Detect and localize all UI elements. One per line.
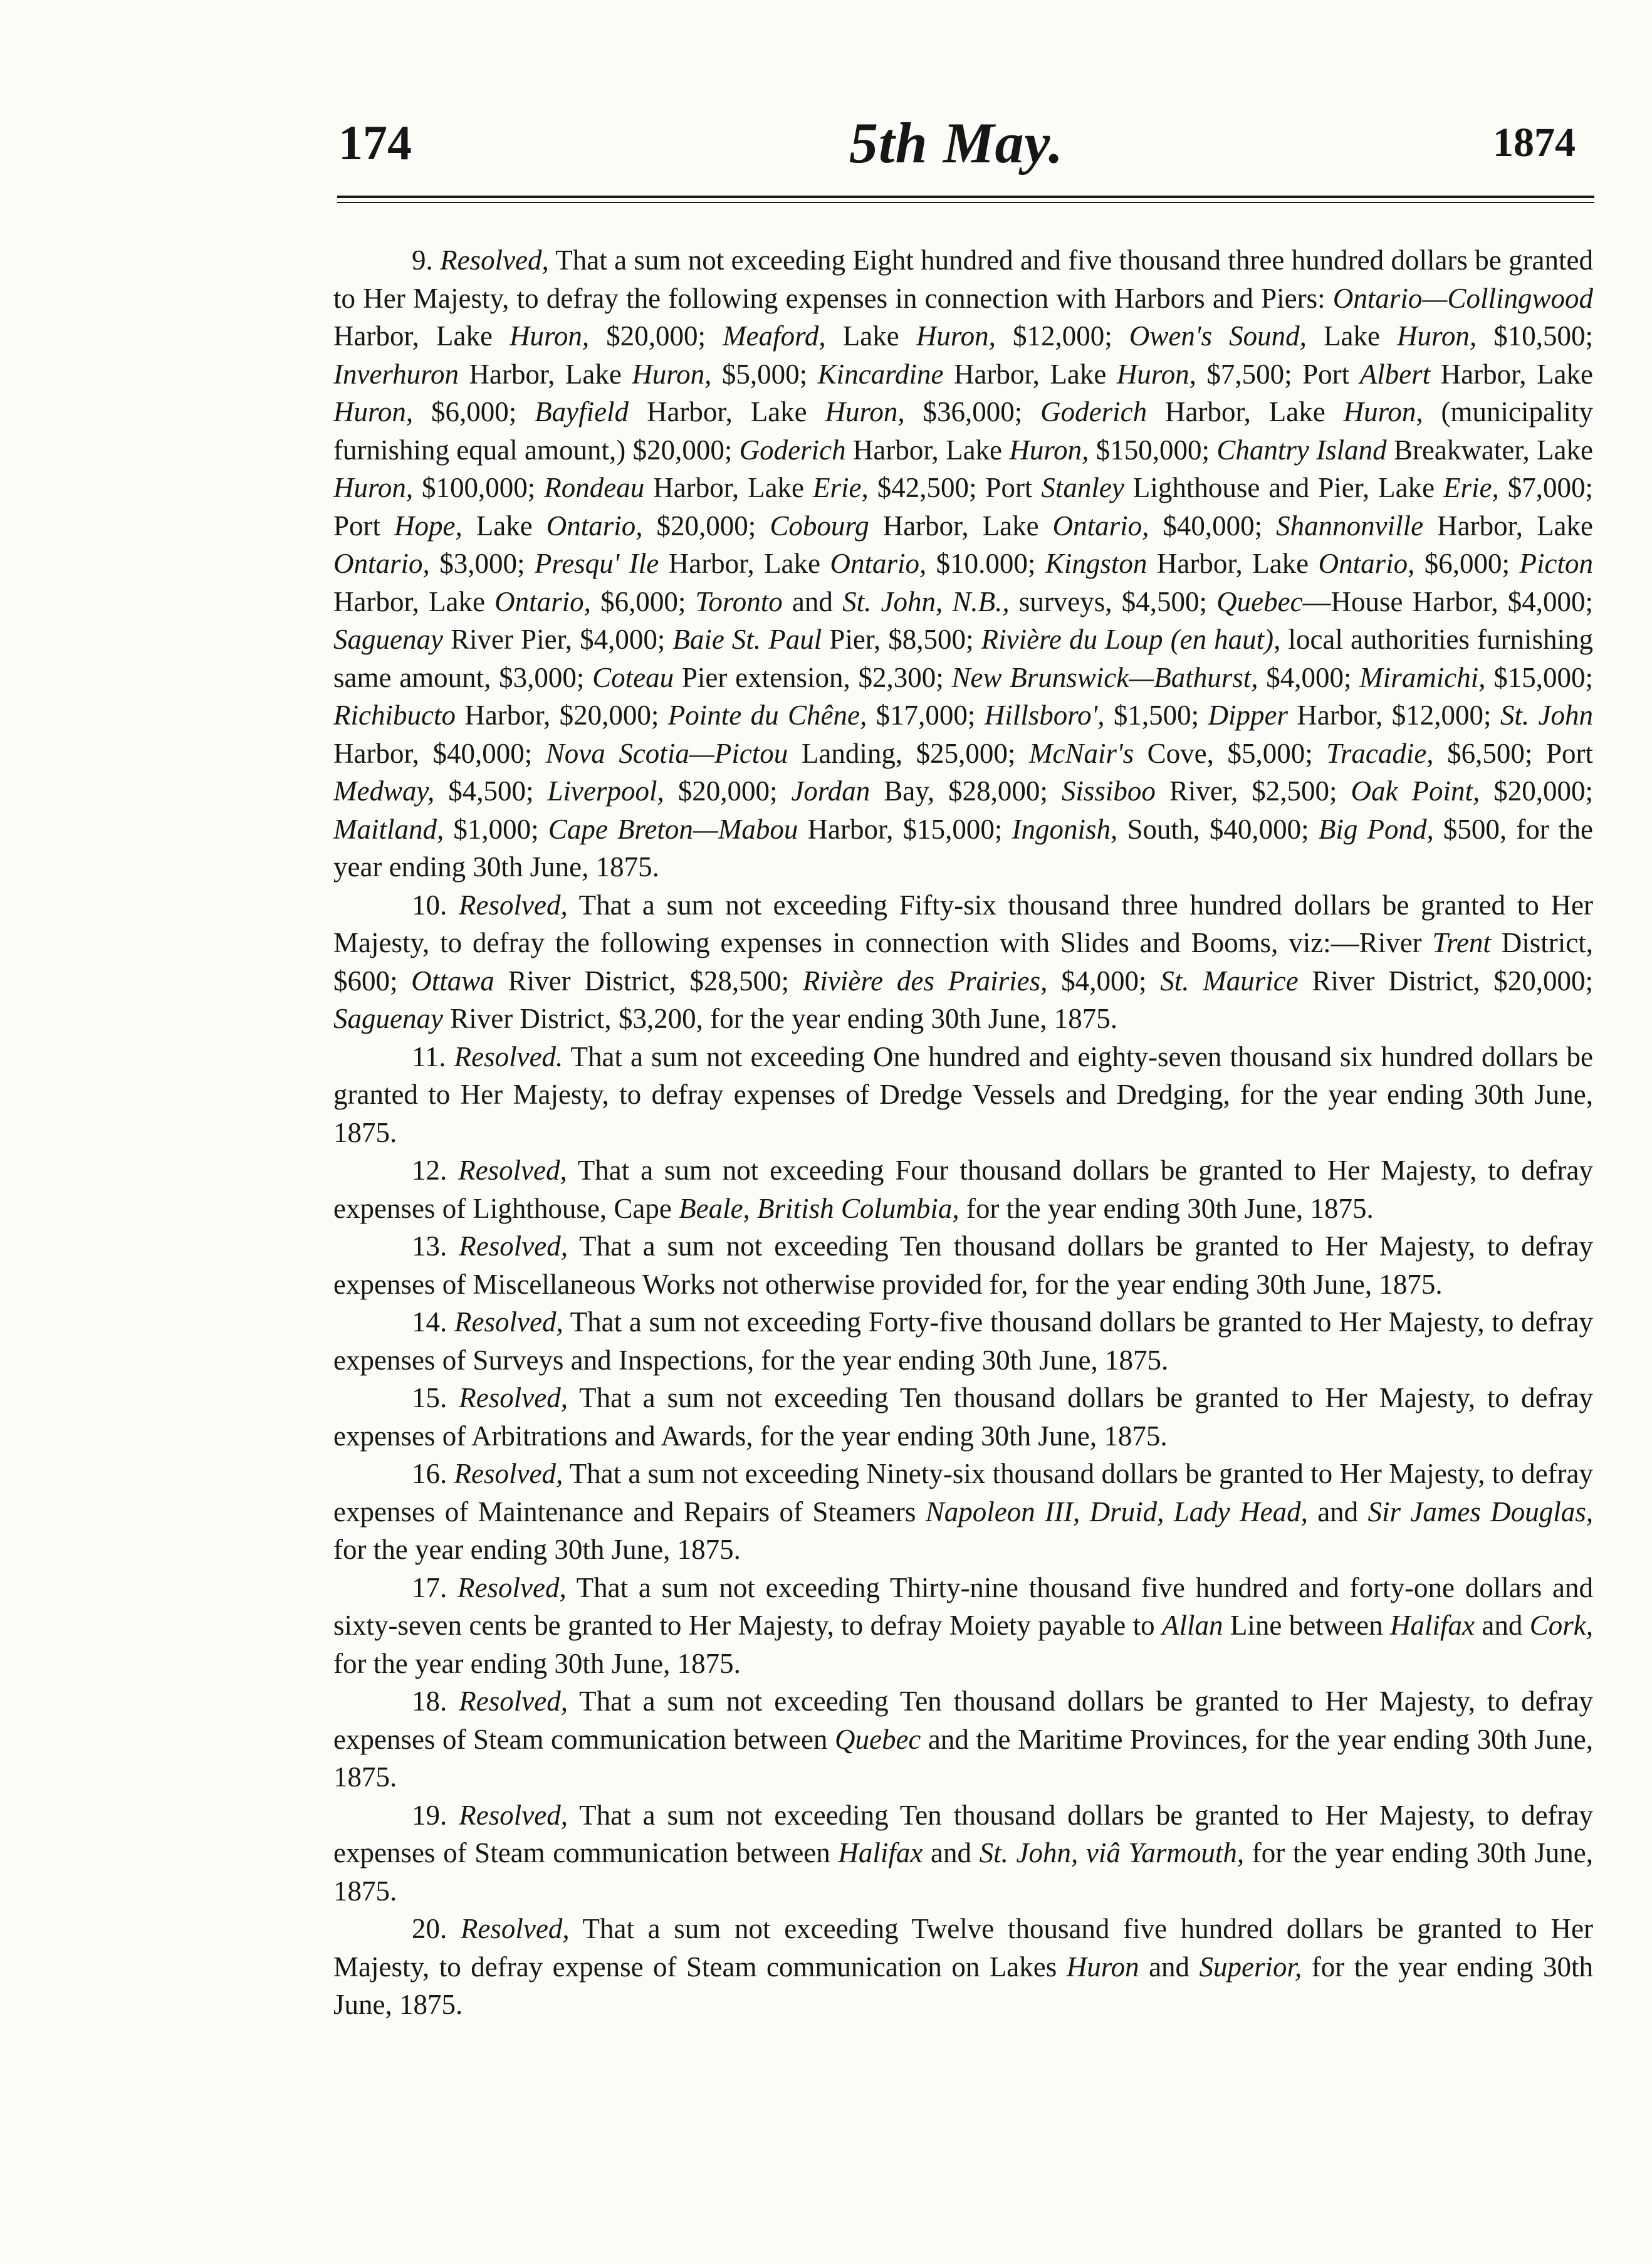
- italic-place-name: Halifax: [838, 1837, 923, 1868]
- resolution-text: Landing, $25,000;: [788, 737, 1029, 769]
- resolution-text: Harbor, Lake: [845, 434, 1010, 466]
- resolution-text: Harbor, Lake: [333, 320, 510, 352]
- resolution-text: $42,500; Port: [868, 472, 1042, 503]
- italic-place-name: Shannonville: [1276, 510, 1424, 542]
- resolution-number: 9.: [412, 244, 433, 276]
- italic-place-name: Sir James Douglas,: [1367, 1496, 1593, 1528]
- resolved-label: Resolved,: [454, 1458, 563, 1489]
- italic-place-name: Medway,: [333, 775, 435, 807]
- resolution-paragraph: [333, 1038, 1593, 1152]
- resolved-label: Resolved,: [459, 1799, 568, 1831]
- italic-place-name: Goderich: [1040, 396, 1148, 427]
- resolution-number: 15.: [412, 1382, 447, 1413]
- resolution-paragraph: [333, 886, 1593, 1038]
- italic-place-name: Rondeau: [544, 472, 645, 503]
- resolution-text: $4,000;: [1258, 661, 1360, 693]
- page-title: 5th May.: [849, 111, 1064, 175]
- resolution-number: 12.: [412, 1155, 447, 1186]
- resolution-text: surveys, $4,500;: [1009, 585, 1217, 617]
- resolution-text: That a sum not exceeding Ten thousand dollars be granted to Her Majesty, to defray expenses of Steam communication between: [333, 1799, 1594, 1868]
- resolution-text: Bay, $28,000;: [870, 775, 1062, 807]
- resolved-label: Resolved,: [460, 1913, 570, 1944]
- italic-place-name: Saguenay: [333, 624, 443, 655]
- italic-place-name: Erie,: [813, 472, 869, 503]
- italic-place-name: Albert: [1359, 358, 1431, 390]
- italic-place-name: St. John, N.B.,: [842, 585, 1010, 617]
- italic-place-name: Oak Point,: [1351, 775, 1480, 807]
- italic-place-name: Cape Breton—Mabou: [548, 813, 798, 845]
- resolution-text: $20,000;: [1480, 775, 1593, 807]
- resolution-paragraph: [333, 241, 1593, 886]
- resolution-text: River Pier, $4,000;: [442, 624, 673, 655]
- italic-place-name: New Brunswick—Bathurst,: [951, 661, 1258, 693]
- resolution-text: Harbor, Lake: [943, 358, 1117, 390]
- italic-place-name: Maitland,: [333, 813, 444, 845]
- italic-place-name: Dipper: [1208, 700, 1289, 731]
- resolution-number: 18.: [412, 1685, 447, 1717]
- italic-place-name: Ottawa: [411, 965, 494, 997]
- resolution-text: $5,000;: [711, 358, 818, 390]
- resolutions-body: [333, 241, 1593, 2024]
- resolution-text: local authorities furnishing same amount, $3,000;: [333, 624, 1593, 693]
- resolution-number: 11.: [412, 1040, 446, 1072]
- italic-place-name: St. John, viâ Yarmouth,: [979, 1837, 1245, 1868]
- resolution-paragraph: [333, 1796, 1593, 1910]
- italic-place-name: Ontario,: [333, 548, 430, 579]
- italic-place-name: Saguenay: [333, 1003, 443, 1034]
- resolution-paragraph: [333, 1910, 1593, 2024]
- resolution-number: 20.: [412, 1913, 447, 1944]
- resolution-text: Cove, $5,000;: [1134, 737, 1327, 769]
- italic-place-name: Richibucto: [333, 700, 456, 731]
- resolution-text: $20,000;: [664, 775, 792, 807]
- resolution-text: Lake: [1306, 320, 1398, 352]
- resolution-text: for the year ending 30th June, 1875.: [333, 1951, 1593, 2020]
- resolution-text: Harbor, Lake: [333, 585, 495, 617]
- resolution-text: $6,000;: [413, 396, 535, 427]
- resolution-paragraph: [333, 1455, 1593, 1569]
- italic-place-name: Huron: [1066, 1951, 1139, 1983]
- italic-place-name: Rivière des Prairies,: [802, 965, 1048, 997]
- italic-place-name: Huron,: [333, 472, 414, 503]
- resolution-text: and: [1307, 1496, 1368, 1528]
- resolution-text: That a sum not exceeding Forty-five thousand dollars be granted to Her Majesty, to defray expenses of Surveys and Inspections, for the year ending 30th June, 1875.: [333, 1306, 1594, 1376]
- resolution-text: $1,500;: [1104, 700, 1208, 731]
- resolution-text: River District, $3,200, for the year ending 30th June, 1875.: [442, 1003, 1117, 1034]
- resolution-paragraph: [333, 1303, 1593, 1379]
- italic-place-name: Goderich: [739, 434, 846, 466]
- resolution-text: $6,000;: [590, 585, 696, 617]
- resolution-text: District, $600;: [333, 927, 1593, 997]
- italic-place-name: Erie,: [1443, 472, 1499, 503]
- italic-place-name: Owen's Sound,: [1129, 320, 1307, 352]
- resolved-label: Resolved,: [459, 889, 568, 921]
- resolved-label: Resolved,: [459, 1685, 568, 1717]
- resolution-text: Harbor, Lake: [644, 472, 813, 503]
- italic-place-name: Ontario,: [494, 585, 591, 617]
- italic-place-name: St. Maurice: [1160, 965, 1299, 997]
- italic-place-name: Coteau: [592, 661, 674, 693]
- italic-place-name: Cobourg: [770, 510, 869, 542]
- italic-place-name: Nova Scotia—Pictou: [545, 737, 788, 769]
- resolution-text: Pier extension, $2,300;: [674, 661, 952, 693]
- italic-place-name: Pointe du Chêne,: [667, 700, 867, 731]
- resolution-text: Harbor, $15,000;: [798, 813, 1012, 845]
- resolution-number: 16.: [412, 1458, 447, 1489]
- resolved-label: Resolved,: [457, 1571, 567, 1603]
- italic-place-name: Cork,: [1529, 1610, 1593, 1641]
- page-year: 1874: [1493, 120, 1576, 165]
- resolution-text: Harbor, Lake: [659, 548, 830, 579]
- italic-place-name: Ontario,: [1052, 510, 1149, 542]
- italic-place-name: Jordan: [791, 775, 870, 807]
- resolution-text: $4,500;: [434, 775, 548, 807]
- resolution-text: Pier, $8,500;: [822, 624, 981, 655]
- italic-place-name: Beale, British Columbia,: [679, 1192, 959, 1224]
- resolution-text: River, $2,500;: [1155, 775, 1351, 807]
- italic-place-name: Ontario,: [1318, 548, 1415, 579]
- resolution-text: for the year ending 30th June, 1875.: [959, 1192, 1374, 1224]
- header-rule: [337, 196, 1594, 198]
- resolution-text: and: [1139, 1951, 1200, 1983]
- italic-place-name: Quebec: [1216, 585, 1303, 617]
- italic-place-name: Rivière du Loup (en haut),: [981, 624, 1281, 655]
- italic-place-name: Tracadie,: [1326, 737, 1434, 769]
- resolution-text: $6,000;: [1414, 548, 1520, 579]
- italic-place-name: Big Pond,: [1318, 813, 1434, 845]
- italic-place-name: Hillsboro',: [984, 700, 1105, 731]
- resolution-number: 17.: [412, 1571, 447, 1603]
- resolution-text: That a sum not exceeding Fifty-six thousand three hundred dollars be granted to Her Majesty, to defray the following expenses in connection with Slides and Booms, viz:—River: [333, 889, 1594, 958]
- italic-place-name: Huron,: [632, 358, 712, 390]
- resolution-text: That a sum not exceeding Twelve thousand five hundred dollars be granted to Her Majesty, to defray expense of Steam communication on Lakes: [333, 1913, 1593, 1983]
- resolution-text: River District, $28,500;: [494, 965, 803, 997]
- resolution-text: and: [782, 585, 843, 617]
- resolution-text: $40,000;: [1149, 510, 1277, 542]
- resolution-text: That a sum not exceeding Thirty-nine thousand five hundred and forty-one dollars and sixty-seven cents be granted to Her Majesty, to defray Moiety payable to: [333, 1571, 1593, 1641]
- resolution-text: Harbor, $12,000;: [1288, 700, 1500, 731]
- resolution-text: $7,000; Port: [333, 472, 1593, 542]
- italic-place-name: Allan: [1161, 1610, 1223, 1641]
- resolution-text: Harbor, Lake: [869, 510, 1053, 542]
- resolution-text: and: [923, 1837, 980, 1868]
- italic-place-name: Ontario—Collingwood: [1332, 282, 1593, 314]
- resolution-text: That a sum not exceeding Ninety-six thousand dollars be granted to Her Majesty, to defray expenses of Maintenance and Repairs of Steamers: [333, 1458, 1593, 1528]
- resolution-text: for the year ending 30th June, 1875.: [333, 1534, 741, 1565]
- resolution-text: Harbor, Lake: [1423, 510, 1593, 542]
- resolution-number: 14.: [412, 1306, 447, 1338]
- resolution-text: That a sum not exceeding Ten thousand dollars be granted to Her Majesty, to defray expenses of Miscellaneous Works not otherwise provided for, for the year ending 30th June, 1875.: [333, 1230, 1594, 1300]
- header-rule-thin: [337, 202, 1594, 203]
- italic-place-name: Presqu' Ile: [534, 548, 659, 579]
- resolution-text: That a sum not exceeding Ten thousand dollars be granted to Her Majesty, to defray expenses of Arbitrations and Awards, for the year ending 30th June, 1875.: [333, 1382, 1594, 1452]
- resolution-text: Harbor, Lake: [629, 396, 825, 427]
- resolution-text: and: [1475, 1610, 1530, 1641]
- resolved-label: Resolved,: [459, 1230, 568, 1262]
- italic-place-name: Stanley: [1041, 472, 1124, 503]
- resolution-text: $36,000;: [904, 396, 1041, 427]
- resolution-paragraph: [333, 1682, 1593, 1796]
- resolved-label: Resolved,: [458, 1155, 567, 1186]
- resolution-text: Harbor, Lake: [458, 358, 632, 390]
- italic-place-name: Huron,: [825, 396, 905, 427]
- resolution-paragraph: [333, 1227, 1593, 1303]
- italic-place-name: Napoleon III, Druid, Lady Head,: [925, 1496, 1308, 1528]
- italic-place-name: Huron,: [1397, 320, 1477, 352]
- resolution-paragraph: [333, 1151, 1593, 1227]
- italic-place-name: Toronto: [695, 585, 783, 617]
- resolution-text: $150,000;: [1089, 434, 1217, 466]
- italic-place-name: Huron,: [510, 320, 590, 352]
- italic-place-name: Ontario,: [830, 548, 927, 579]
- italic-place-name: Trent: [1432, 927, 1491, 958]
- resolution-text: $10.000;: [926, 548, 1045, 579]
- resolution-text: Lighthouse and Pier, Lake: [1124, 472, 1444, 503]
- resolved-label: Resolved,: [454, 1306, 563, 1338]
- italic-place-name: Huron,: [1343, 396, 1423, 427]
- italic-place-name: Kincardine: [817, 358, 944, 390]
- resolution-text: That a sum not exceeding Four thousand dollars be granted to Her Majesty, to defray expenses of Lighthouse, Cape: [333, 1155, 1593, 1224]
- resolution-text: $17,000;: [867, 700, 985, 731]
- resolution-paragraph: [333, 1379, 1593, 1455]
- resolution-text: Breakwater, Lake: [1386, 434, 1593, 466]
- resolution-text: $12,000;: [995, 320, 1129, 352]
- italic-place-name: Chantry Island: [1216, 434, 1387, 466]
- resolution-text: Line between: [1223, 1610, 1391, 1641]
- resolution-text: That a sum not exceeding Ten thousand dollars be granted to Her Majesty, to defray expenses of Steam communication between: [333, 1685, 1594, 1755]
- italic-place-name: Kingston: [1045, 548, 1148, 579]
- resolution-number: 19.: [412, 1799, 447, 1831]
- italic-place-name: Miramichi,: [1359, 661, 1486, 693]
- resolved-label: Resolved.: [454, 1040, 563, 1072]
- resolution-text: $10,500;: [1477, 320, 1593, 352]
- resolution-text: for the year ending 30th June, 1875.: [333, 1647, 741, 1679]
- resolution-number: 13.: [412, 1230, 447, 1262]
- resolution-text: That a sum not exceeding Eight hundred and five thousand three hundred dollars be granted to Her Majesty, to defray the following expenses in connection with Harbors and Piers:: [333, 244, 1594, 314]
- resolution-text: Harbor, Lake: [1147, 548, 1319, 579]
- resolved-label: Resolved,: [459, 1382, 568, 1413]
- resolution-text: Harbor, Lake: [1147, 396, 1344, 427]
- resolution-text: $1,000;: [444, 813, 548, 845]
- resolution-text: $20,000;: [642, 510, 770, 542]
- italic-place-name: Picton: [1519, 548, 1593, 579]
- resolution-text: $100,000;: [413, 472, 545, 503]
- italic-place-name: Meaford,: [723, 320, 826, 352]
- resolved-label: Resolved,: [440, 244, 549, 276]
- italic-place-name: Ontario,: [546, 510, 643, 542]
- resolution-text: for the year ending 30th June, 1875.: [333, 1837, 1593, 1907]
- resolution-text: $6,500; Port: [1433, 737, 1593, 769]
- page-number: 174: [338, 115, 412, 170]
- resolution-number: 10.: [412, 889, 447, 921]
- resolution-text: and the Maritime Provinces, for the year ending 30th June, 1875.: [333, 1723, 1594, 1793]
- resolution-text: That a sum not exceeding One hundred and eighty-seven thousand six hundred dollars be granted to Her Majesty, to defray expenses of Dredge Vessels and Dredging, for the year ending 30th June, 1875.: [333, 1040, 1593, 1148]
- resolution-text: Harbor, $20,000;: [455, 700, 668, 731]
- italic-place-name: Bayfield: [535, 396, 629, 427]
- resolution-text: $3,000;: [429, 548, 535, 579]
- italic-place-name: Halifax: [1390, 1610, 1475, 1641]
- italic-place-name: Huron,: [1009, 434, 1089, 466]
- resolution-text: Harbor, $40,000;: [333, 737, 546, 769]
- resolution-text: —House Harbor, $4,000;: [1302, 585, 1593, 617]
- italic-place-name: Inverhuron: [333, 358, 459, 390]
- resolution-paragraph: [333, 1569, 1593, 1683]
- italic-place-name: Huron,: [1116, 358, 1196, 390]
- resolution-text: $4,000;: [1047, 965, 1161, 997]
- resolution-text: $7,500; Port: [1196, 358, 1360, 390]
- resolution-text: $15,000;: [1485, 661, 1593, 693]
- italic-place-name: Hope,: [394, 510, 463, 542]
- resolution-text: Harbor, Lake: [1430, 358, 1593, 390]
- italic-place-name: Huron,: [916, 320, 996, 352]
- resolution-text: Lake: [462, 510, 546, 542]
- italic-place-name: McNair's: [1028, 737, 1134, 769]
- italic-place-name: Huron,: [333, 396, 414, 427]
- italic-place-name: Sissiboo: [1061, 775, 1156, 807]
- resolution-text: Lake: [825, 320, 916, 352]
- italic-place-name: St. John: [1500, 700, 1593, 731]
- italic-place-name: Quebec: [834, 1723, 921, 1755]
- resolution-text: $20,000;: [589, 320, 723, 352]
- resolution-text: (municipality furnishing equal amount,) $20,000;: [333, 396, 1593, 466]
- resolution-text: South, $40,000;: [1117, 813, 1319, 845]
- italic-place-name: Ingonish,: [1012, 813, 1118, 845]
- italic-place-name: Liverpool,: [547, 775, 664, 807]
- italic-place-name: Baie St. Paul: [672, 624, 822, 655]
- italic-place-name: Superior,: [1199, 1951, 1302, 1983]
- resolution-text: $500, for the year ending 30th June, 1875.: [333, 813, 1593, 883]
- resolution-text: River District, $20,000;: [1298, 965, 1593, 997]
